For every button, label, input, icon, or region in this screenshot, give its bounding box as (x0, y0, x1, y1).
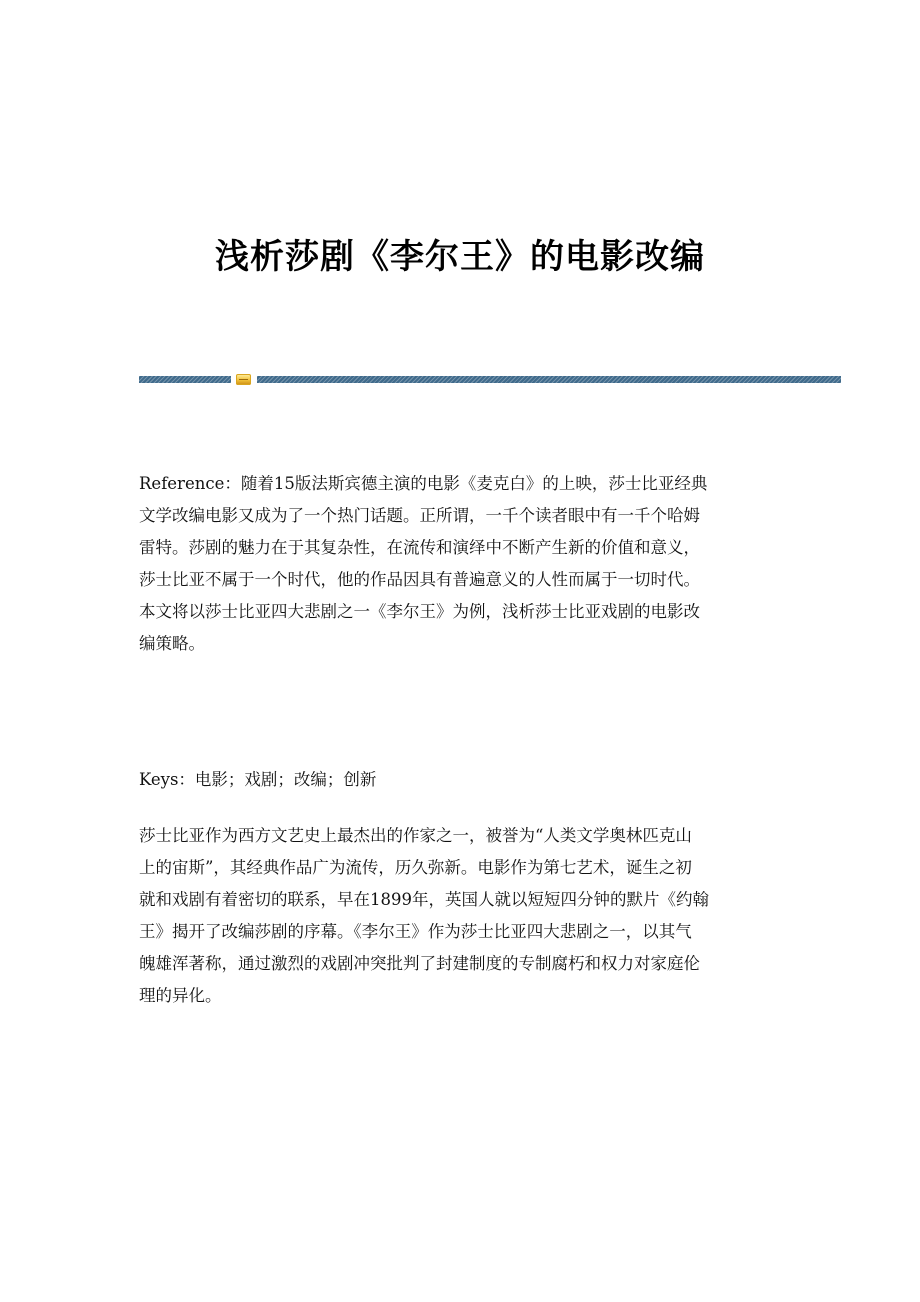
abstract-line: Reference：随着15版法斯宾德主演的电影《麦克白》的上映，莎士比亚经典 (139, 474, 708, 493)
keywords-line: Keys：电影；戏剧；改编；创新 (139, 770, 377, 789)
abstract-paragraph (139, 468, 784, 660)
abstract-line: 文学改编电影又成为了一个热门话题。正所谓，一千个读者眼中有一千个哈姆 (139, 506, 700, 525)
intro-paragraph (139, 820, 784, 1012)
abstract-line: 莎士比亚不属于一个时代，他的作品因具有普遍意义的人性而属于一切时代。 (139, 570, 700, 589)
abstract-line: 本文将以莎士比亚四大悲剧之一《李尔王》为例，浅析莎士比亚戏剧的电影改 (139, 602, 700, 621)
abstract-line: 雷特。莎剧的魅力在于其复杂性，在流传和演绎中不断产生新的价值和意义， (139, 538, 700, 557)
divider-ornament-icon (236, 374, 251, 385)
abstract-line: 编策略。 (139, 634, 205, 653)
intro-line: 莎士比亚作为西方文艺史上最杰出的作家之一，被誉为“人类文学奥林匹克山 (139, 826, 692, 845)
divider-bar-right (257, 376, 841, 383)
keywords-paragraph (139, 764, 784, 796)
intro-line: 魄雄浑著称，通过激烈的戏剧冲突批判了封建制度的专制腐朽和权力对家庭伦 (139, 954, 700, 973)
intro-line: 就和戏剧有着密切的联系，早在1899年，英国人就以短短四分钟的默片《约翰 (139, 890, 709, 909)
document-title: 浅析莎剧《李尔王》的电影改编 (215, 236, 705, 277)
divider-bar-left (139, 376, 231, 383)
intro-line: 王》揭开了改编莎剧的序幕。《李尔王》作为莎士比亚四大悲剧之一，以其气 (139, 922, 692, 941)
intro-line: 上的宙斯”，其经典作品广为流传，历久弥新。电影作为第七艺术，诞生之初 (139, 858, 692, 877)
intro-line: 理的异化。 (139, 986, 222, 1005)
title-divider (139, 374, 841, 384)
